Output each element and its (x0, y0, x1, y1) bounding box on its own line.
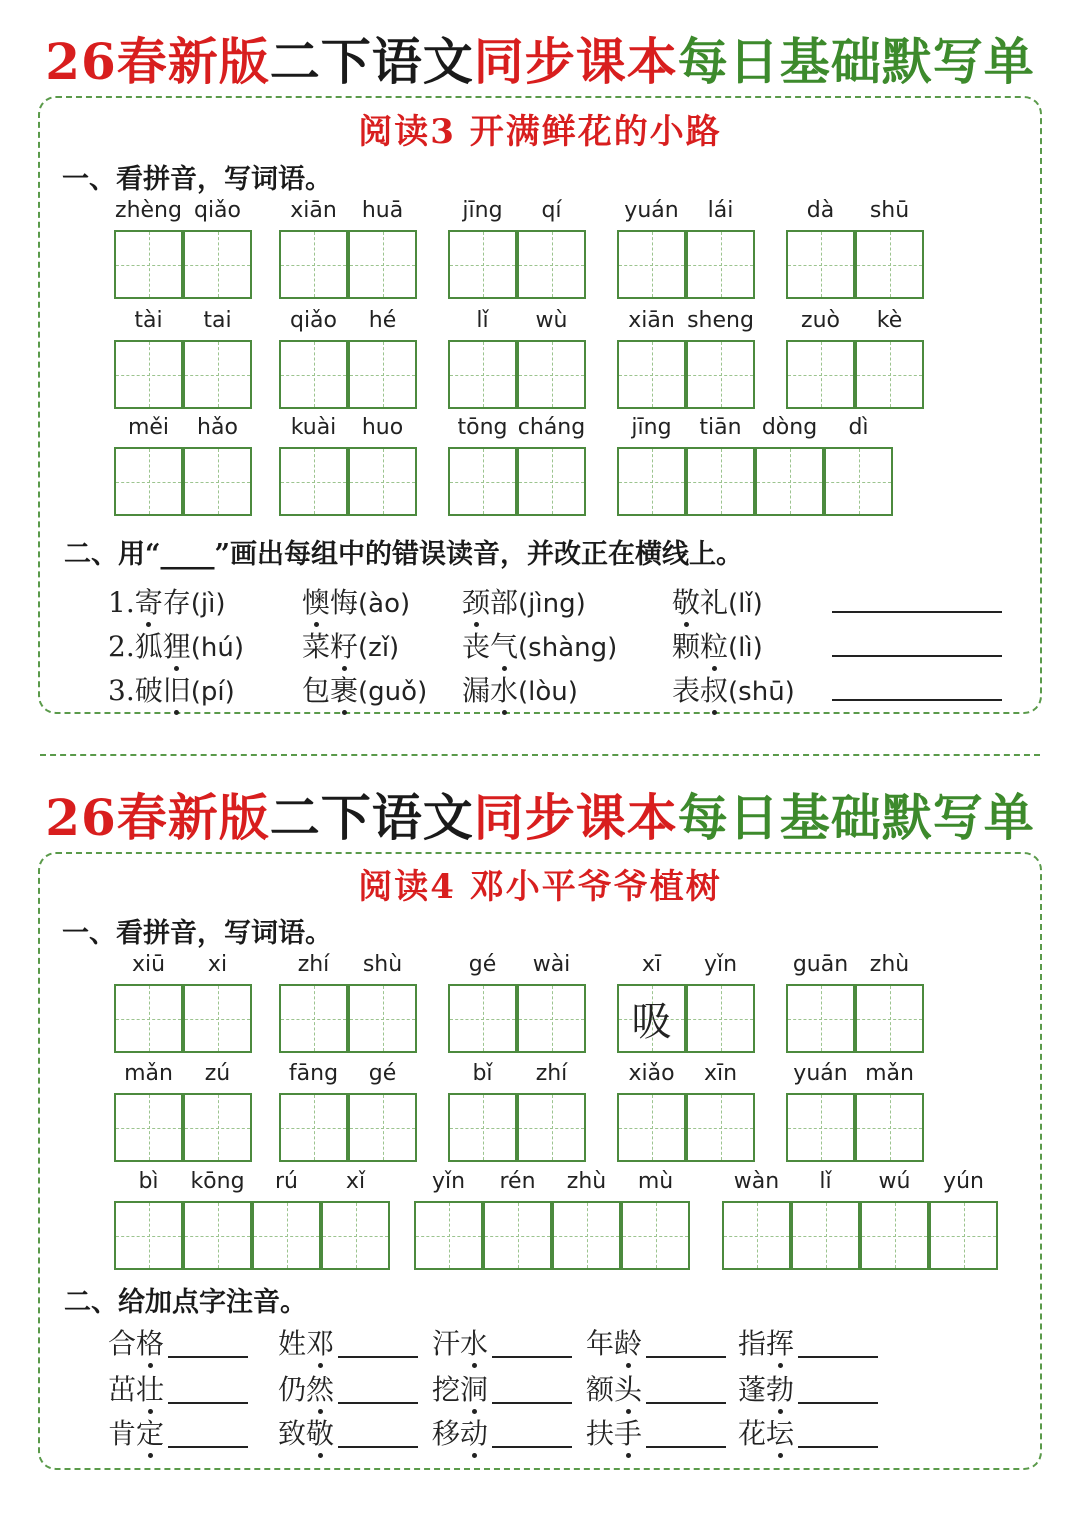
writing-box[interactable] (855, 984, 924, 1053)
question-item (462, 581, 586, 621)
word-character: 定 (136, 1412, 164, 1452)
word-character: 礼 (700, 586, 729, 619)
writing-box[interactable] (279, 984, 348, 1053)
question-number: 2. (108, 630, 135, 663)
question-pinyin: (lǐ) (728, 589, 763, 619)
writing-box[interactable] (855, 340, 924, 409)
writing-box[interactable] (855, 1093, 924, 1162)
word-character: 勃 (766, 1368, 794, 1408)
writing-box[interactable] (517, 230, 586, 299)
writing-box[interactable] (617, 984, 686, 1053)
question-pinyin: (zǐ) (358, 633, 400, 663)
pinyin-label: měi (127, 415, 170, 440)
title-part-2b: 二下语文 (269, 788, 474, 847)
title-part-3: 同步课本 (473, 32, 678, 91)
answer-line[interactable] (798, 1402, 878, 1404)
pinyin-label: dà (806, 198, 835, 223)
question-pinyin: (lòu) (518, 677, 578, 707)
writing-box[interactable] (755, 447, 824, 516)
answer-line[interactable] (798, 1356, 878, 1358)
word-character: 裹 (330, 669, 358, 709)
word-character: 部 (490, 586, 519, 619)
section-subtitle-1: 阅读3 开满鲜花的小路 (358, 112, 722, 152)
pinyin-label: zuò (801, 308, 840, 333)
pinyin-label: tai (203, 308, 232, 333)
writing-box[interactable] (114, 230, 183, 299)
word-character: 移 (432, 1417, 461, 1450)
pinyin-label: cháng (517, 415, 586, 440)
writing-box[interactable] (517, 340, 586, 409)
pinyin-label: zhù (566, 1169, 607, 1194)
question-pinyin: (pí) (190, 677, 235, 707)
answer-line[interactable] (492, 1446, 572, 1448)
writing-box[interactable] (348, 447, 417, 516)
question-item (108, 625, 244, 665)
phonetic-word (108, 1368, 164, 1408)
word-character: 头 (614, 1368, 642, 1408)
question-item (302, 625, 399, 665)
pinyin-label: lái (707, 198, 734, 223)
answer-line[interactable] (646, 1446, 726, 1448)
phonetic-word (738, 1412, 794, 1452)
pinyin-label: dì (848, 415, 869, 440)
question-word (302, 674, 358, 707)
word-character: 狐 (134, 630, 163, 663)
word-character: 合 (108, 1327, 137, 1360)
answer-line[interactable] (832, 611, 1002, 613)
section2-heading-1: 一、看拼音，写词语。 (62, 918, 332, 949)
pinyin-label: huo (361, 415, 404, 440)
writing-box[interactable] (279, 230, 348, 299)
question-pinyin: (shū) (728, 677, 795, 707)
word-character: 挥 (766, 1322, 794, 1362)
word-character: 邓 (306, 1322, 334, 1362)
pinyin-label: xi (207, 952, 228, 977)
word-character: 懊 (302, 581, 330, 621)
pinyin-label: mǎn (865, 1061, 914, 1086)
pinyin-label: zhí (535, 1061, 568, 1086)
pinyin-label: kōng (190, 1169, 245, 1194)
pinyin-label: jīng (631, 415, 672, 440)
question-pinyin: (jì) (190, 589, 226, 619)
prefilled-character: 吸 (631, 999, 672, 1045)
pinyin-label: xiān (628, 308, 675, 333)
pinyin-label: gé (468, 952, 497, 977)
word-character: 气 (490, 625, 518, 665)
phonetic-word (738, 1368, 794, 1408)
pinyin-label: guān (792, 952, 849, 977)
question-pinyin: (hú) (190, 633, 244, 663)
question-item (672, 625, 763, 665)
word-character: 扶 (586, 1417, 615, 1450)
question-item (302, 669, 427, 709)
section1-heading-1: 一、看拼音，写词语。 (62, 164, 332, 195)
worksheet-title-1 (0, 22, 1080, 94)
pinyin-label: lǐ (476, 308, 489, 333)
question-pinyin: (shàng) (518, 633, 618, 663)
word-character: 仍 (278, 1373, 307, 1406)
word-character: 洞 (460, 1368, 488, 1408)
writing-box[interactable] (860, 1201, 929, 1270)
pinyin-label: wài (532, 952, 571, 977)
phonetic-word (278, 1322, 334, 1362)
pinyin-label: huā (361, 198, 404, 223)
question-word (672, 586, 728, 619)
pinyin-label: dòng (761, 415, 818, 440)
answer-line[interactable] (168, 1446, 248, 1448)
pinyin-label: shū (869, 198, 910, 223)
answer-line[interactable] (492, 1402, 572, 1404)
writing-box[interactable] (183, 984, 252, 1053)
answer-line[interactable] (832, 655, 1002, 657)
question-item (302, 581, 410, 621)
pinyin-label: wù (535, 308, 568, 333)
question-word (302, 586, 358, 619)
writing-box[interactable] (617, 1093, 686, 1162)
writing-box[interactable] (114, 340, 183, 409)
writing-box[interactable] (183, 1093, 252, 1162)
section2-heading-2: 二、给加点字注音。 (64, 1287, 307, 1318)
pinyin-label: wàn (733, 1169, 780, 1194)
pinyin-label: zú (204, 1061, 231, 1086)
title-part-4: 每日基础默写单 (677, 32, 1035, 91)
pinyin-label: kè (876, 308, 903, 333)
word-character: 敬 (672, 581, 700, 621)
question-word (135, 630, 191, 663)
writing-box[interactable] (786, 1093, 855, 1162)
writing-box[interactable] (114, 984, 183, 1053)
phonetic-word (108, 1322, 164, 1362)
writing-box[interactable] (517, 447, 586, 516)
word-character: 敬 (306, 1412, 334, 1452)
question-number: 1. (108, 586, 135, 619)
pinyin-label: yǐn (431, 1169, 466, 1194)
answer-line[interactable] (338, 1402, 418, 1404)
writing-box[interactable] (114, 447, 183, 516)
writing-box[interactable] (855, 230, 924, 299)
writing-box[interactable] (617, 230, 686, 299)
writing-box[interactable] (448, 447, 517, 516)
pinyin-label: lǐ (819, 1169, 832, 1194)
pinyin-label: tōng (457, 415, 508, 440)
word-character: 粒 (700, 625, 728, 665)
word-character: 破 (134, 674, 163, 707)
writing-box[interactable] (786, 230, 855, 299)
writing-box[interactable] (517, 1093, 586, 1162)
word-character: 存 (162, 586, 191, 619)
writing-box[interactable] (824, 447, 893, 516)
pinyin-label: gé (368, 1061, 397, 1086)
answer-line[interactable] (338, 1356, 418, 1358)
word-character: 动 (460, 1412, 488, 1452)
phonetic-word (586, 1322, 642, 1362)
writing-box[interactable] (348, 1093, 417, 1162)
section-subtitle-2: 阅读4 邓小平爷爷植树 (358, 867, 722, 907)
title-part-1: 26春新版 (45, 32, 270, 91)
answer-line[interactable] (646, 1402, 726, 1404)
pinyin-label: yuán (624, 198, 679, 223)
writing-box[interactable] (183, 1201, 252, 1270)
writing-box[interactable] (786, 340, 855, 409)
phonetic-word (586, 1368, 642, 1408)
pinyin-label: sheng (687, 308, 754, 333)
pinyin-label: tài (134, 308, 163, 333)
word-character: 包 (302, 674, 331, 707)
writing-box[interactable] (552, 1201, 621, 1270)
question-item (108, 669, 235, 709)
writing-box[interactable] (114, 1201, 183, 1270)
writing-box[interactable] (686, 230, 755, 299)
phonetic-word (432, 1322, 488, 1362)
question-item (672, 581, 763, 621)
question-word (462, 674, 518, 707)
word-character: 蓬 (738, 1373, 767, 1406)
pinyin-label: xǐ (345, 1169, 366, 1194)
pinyin-label: hǎo (197, 415, 238, 440)
question-item (462, 669, 578, 709)
word-character: 肯 (108, 1417, 137, 1450)
pinyin-label: fāng (288, 1061, 339, 1086)
phonetic-word (432, 1368, 488, 1408)
word-character: 然 (306, 1368, 334, 1408)
writing-box[interactable] (929, 1201, 998, 1270)
pinyin-label: bì (138, 1169, 159, 1194)
question-word (462, 630, 518, 663)
writing-box[interactable] (791, 1201, 860, 1270)
writing-box[interactable] (321, 1201, 390, 1270)
writing-box[interactable] (414, 1201, 483, 1270)
question-pinyin: (jìng) (518, 589, 586, 619)
pinyin-label: bǐ (472, 1061, 493, 1086)
pinyin-label: yǐn (703, 952, 738, 977)
word-character: 坛 (766, 1412, 794, 1452)
writing-box[interactable] (686, 340, 755, 409)
writing-box[interactable] (686, 447, 755, 516)
answer-line[interactable] (168, 1402, 248, 1404)
writing-box[interactable] (786, 984, 855, 1053)
writing-box[interactable] (183, 447, 252, 516)
word-character: 表 (672, 674, 701, 707)
question-word (462, 586, 518, 619)
phonetic-word (432, 1412, 488, 1452)
writing-box[interactable] (621, 1201, 690, 1270)
pinyin-label: mǎn (124, 1061, 173, 1086)
writing-box[interactable] (279, 340, 348, 409)
word-character: 汗 (432, 1327, 461, 1360)
question-word (135, 674, 191, 707)
answer-line[interactable] (646, 1356, 726, 1358)
section1-heading-2: 二、用“____”画出每组中的错误读音，并改正在横线上。 (64, 539, 744, 570)
word-character: 狸 (163, 625, 191, 665)
answer-line[interactable] (168, 1356, 248, 1358)
phonetic-word (278, 1368, 334, 1408)
question-word (672, 630, 728, 663)
pinyin-label: rén (499, 1169, 536, 1194)
phonetic-word (586, 1412, 642, 1452)
page-divider (40, 754, 1040, 756)
word-character: 菜 (302, 630, 331, 663)
question-pinyin: (lì) (728, 633, 763, 663)
pinyin-label: jīng (462, 198, 503, 223)
word-character: 颗 (672, 630, 701, 663)
writing-box[interactable] (617, 447, 686, 516)
pinyin-label: yún (943, 1169, 984, 1194)
pinyin-label: kuài (290, 415, 337, 440)
writing-box[interactable] (686, 984, 755, 1053)
word-character: 水 (490, 669, 518, 709)
word-character: 挖 (432, 1373, 461, 1406)
writing-box[interactable] (448, 984, 517, 1053)
answer-line[interactable] (832, 699, 1002, 701)
writing-box[interactable] (448, 1093, 517, 1162)
question-word (672, 674, 728, 707)
pinyin-label: tiān (699, 415, 742, 440)
answer-line[interactable] (798, 1446, 878, 1448)
word-character: 指 (738, 1327, 767, 1360)
word-character: 丧 (462, 630, 491, 663)
writing-box[interactable] (483, 1201, 552, 1270)
pinyin-label: qiǎo (289, 308, 338, 333)
phonetic-word (278, 1412, 334, 1452)
question-word (135, 586, 191, 619)
question-item (462, 625, 617, 665)
word-character: 旧 (163, 669, 191, 709)
title-part-4b: 每日基础默写单 (677, 788, 1035, 847)
worksheet-title-2 (0, 778, 1080, 850)
question-item (108, 581, 225, 621)
question-word (302, 630, 358, 663)
word-character: 手 (614, 1412, 642, 1452)
writing-box[interactable] (252, 1201, 321, 1270)
title-part-3b: 同步课本 (473, 788, 678, 847)
pinyin-label: yuán (793, 1061, 848, 1086)
word-character: 年 (586, 1327, 615, 1360)
word-character: 姓 (278, 1327, 307, 1360)
word-character: 叔 (700, 669, 728, 709)
phonetic-word (108, 1412, 164, 1452)
writing-box[interactable] (517, 984, 586, 1053)
word-character: 漏 (462, 674, 491, 707)
word-character: 寄 (135, 581, 163, 621)
pinyin-label: xiǎo (628, 1061, 675, 1086)
writing-box[interactable] (279, 447, 348, 516)
word-character: 水 (460, 1322, 488, 1362)
word-character: 壮 (136, 1368, 164, 1408)
writing-box[interactable] (348, 984, 417, 1053)
pinyin-label: shù (362, 952, 403, 977)
word-character: 籽 (330, 625, 358, 665)
question-number: 3. (108, 674, 135, 707)
writing-box[interactable] (279, 1093, 348, 1162)
word-character: 悔 (330, 586, 359, 619)
question-pinyin: (guǒ) (358, 677, 428, 707)
word-character: 额 (586, 1373, 615, 1406)
pinyin-label: qí (541, 198, 562, 223)
word-character: 致 (278, 1417, 307, 1450)
pinyin-label: qiǎo (193, 198, 242, 223)
writing-box[interactable] (617, 340, 686, 409)
pinyin-label: xī (641, 952, 662, 977)
writing-box[interactable] (348, 340, 417, 409)
writing-box[interactable] (448, 340, 517, 409)
question-item (672, 669, 795, 709)
pinyin-label: wú (878, 1169, 911, 1194)
answer-line[interactable] (492, 1356, 572, 1358)
pinyin-label: zhù (869, 952, 910, 977)
pinyin-label: xīn (703, 1061, 738, 1086)
word-character: 颈 (462, 581, 490, 621)
title-part-2: 二下语文 (269, 32, 474, 91)
pinyin-label: xiān (290, 198, 337, 223)
word-character: 格 (136, 1322, 164, 1362)
writing-box[interactable] (183, 340, 252, 409)
word-character: 茁 (108, 1373, 137, 1406)
writing-box[interactable] (448, 230, 517, 299)
phonetic-word (738, 1322, 794, 1362)
writing-box[interactable] (686, 1093, 755, 1162)
pinyin-label: xiū (131, 952, 166, 977)
title-part-1b: 26春新版 (45, 788, 270, 847)
pinyin-label: zhèng (115, 198, 182, 223)
pinyin-label: rú (275, 1169, 298, 1194)
answer-line[interactable] (338, 1446, 418, 1448)
word-character: 花 (738, 1417, 767, 1450)
pinyin-label: mù (637, 1169, 674, 1194)
pinyin-label: zhí (297, 952, 330, 977)
question-pinyin: (ào) (358, 589, 411, 619)
writing-box[interactable] (114, 1093, 183, 1162)
pinyin-label: hé (368, 308, 397, 333)
writing-box[interactable] (183, 230, 252, 299)
word-character: 龄 (614, 1322, 642, 1362)
writing-box[interactable] (722, 1201, 791, 1270)
writing-box[interactable] (348, 230, 417, 299)
